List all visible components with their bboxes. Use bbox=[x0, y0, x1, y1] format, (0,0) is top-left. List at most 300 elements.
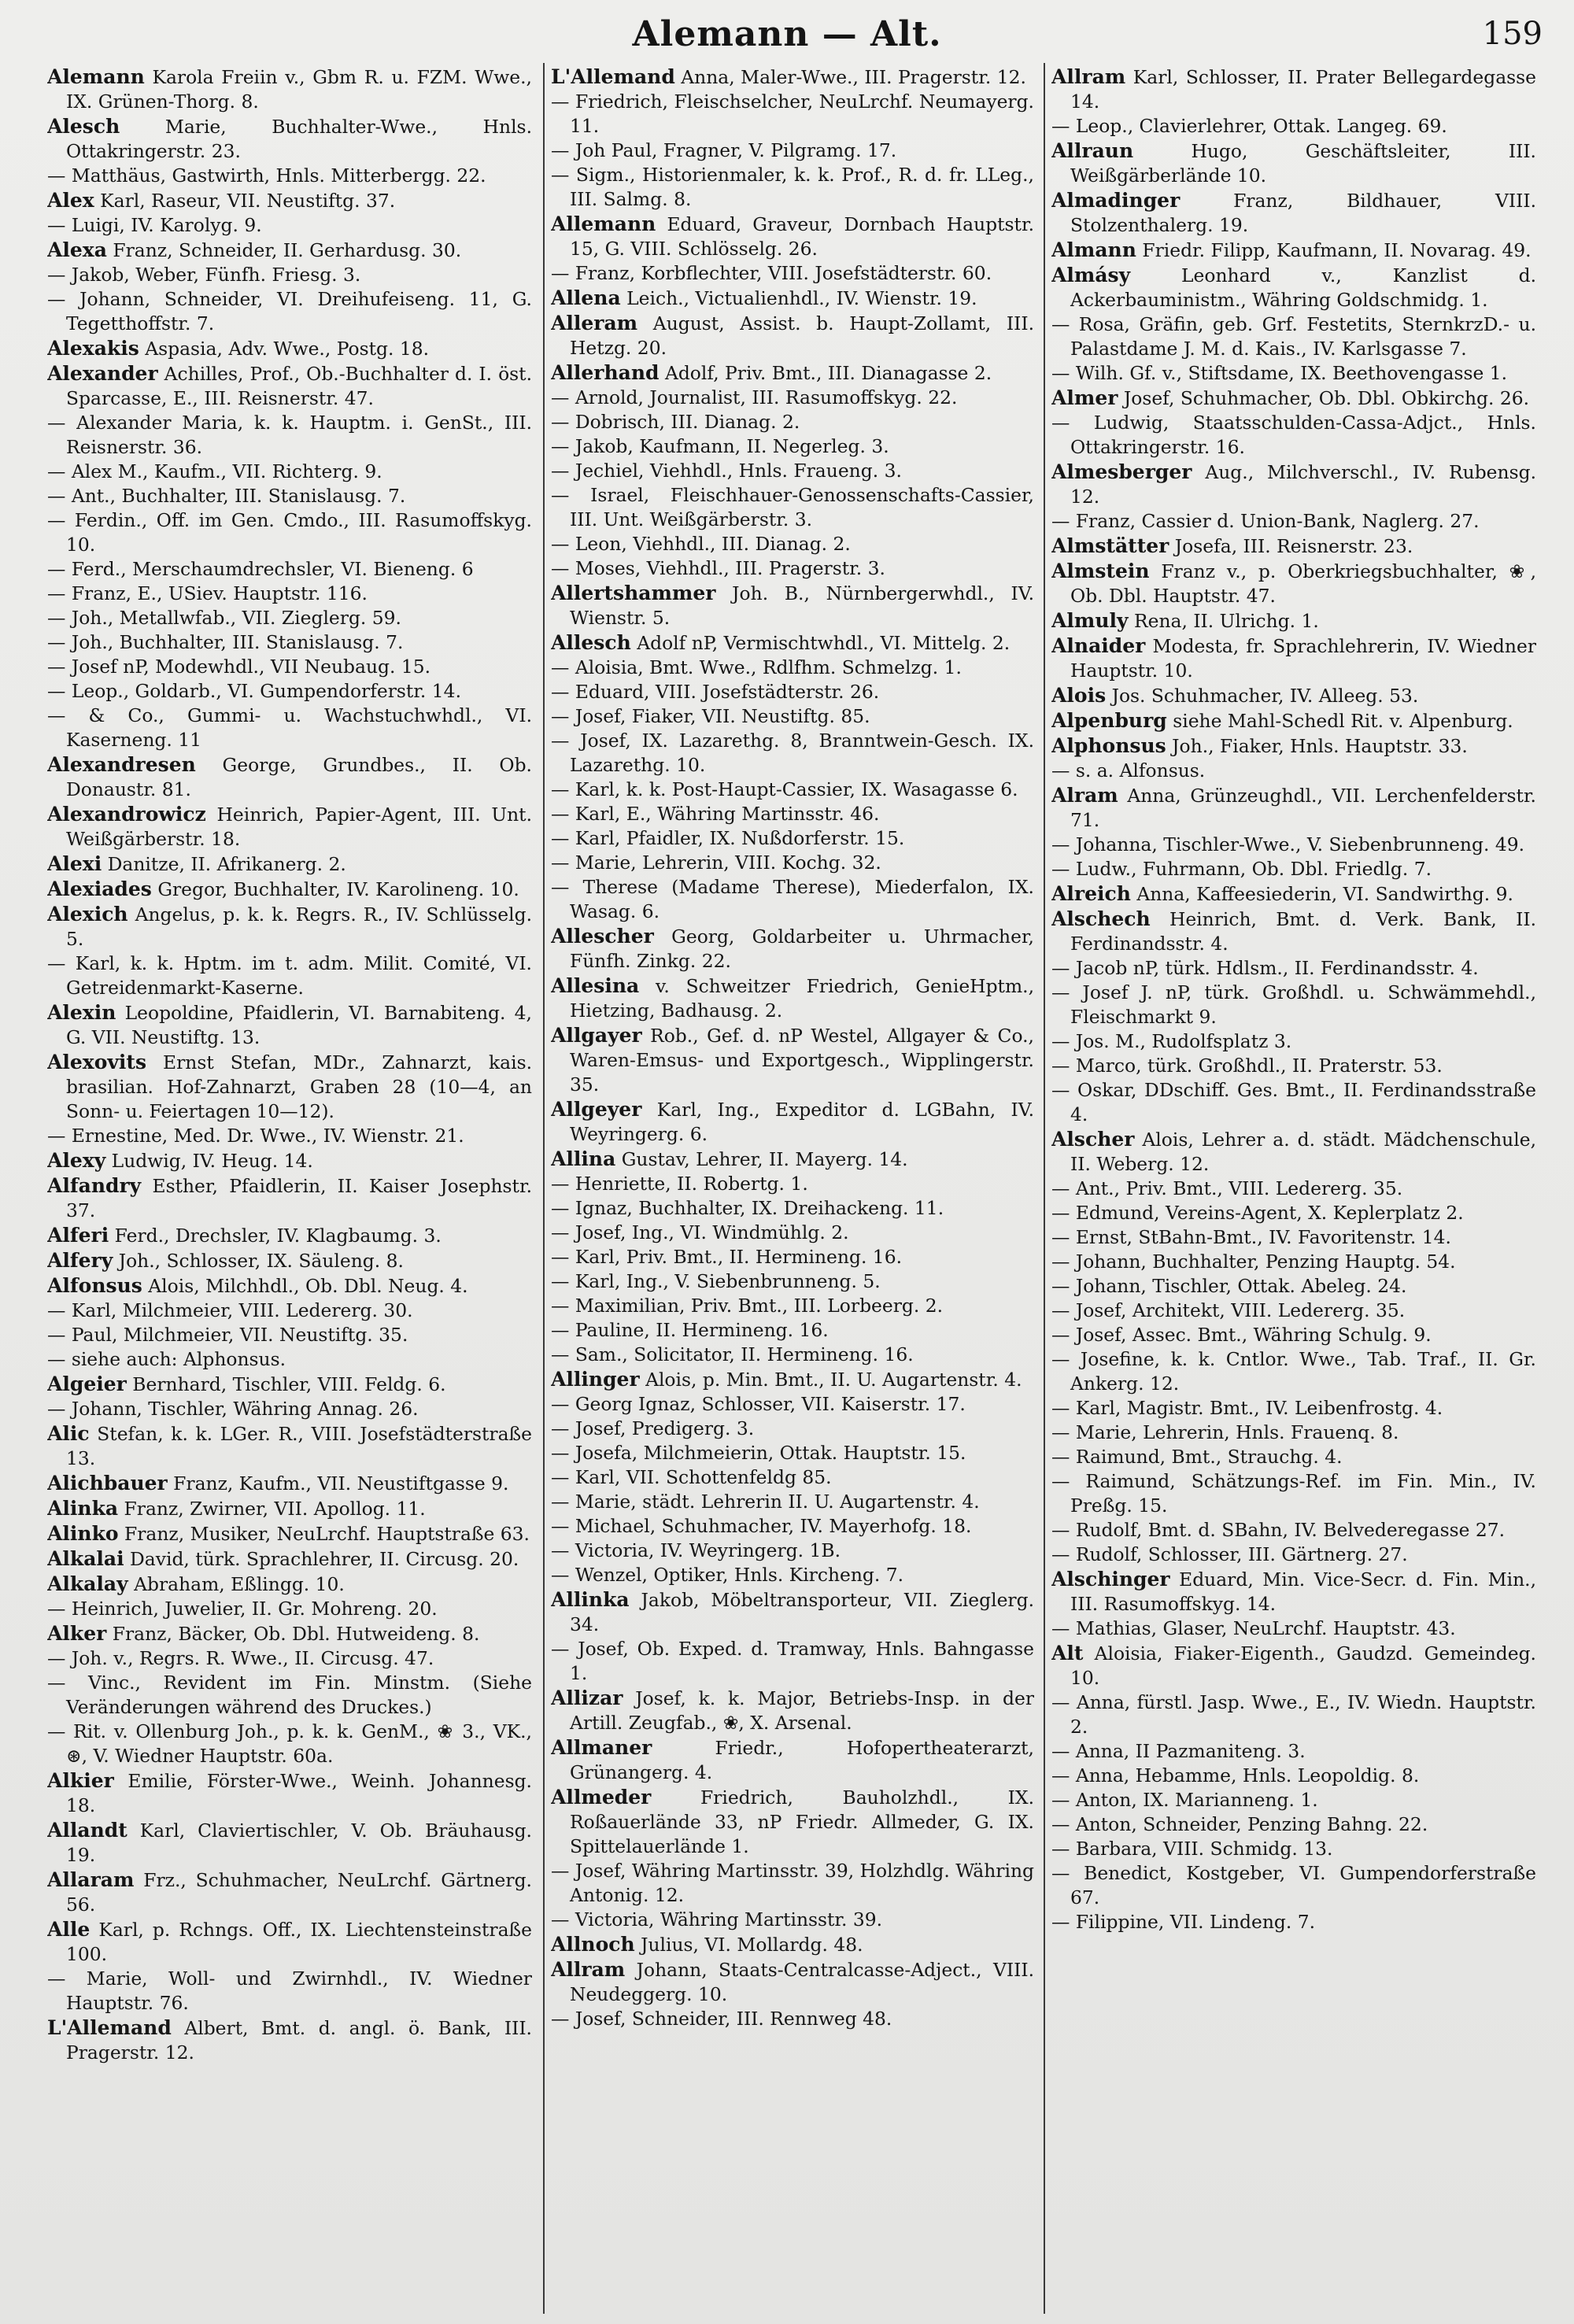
entry-details: — Karl, E., Währing Martinsstr. 46. bbox=[551, 803, 880, 825]
entry-surname: Alferi bbox=[47, 1224, 109, 1247]
entry-details: — Ernestine, Med. Dr. Wwe., IV. Wienstr. 21. bbox=[47, 1125, 464, 1147]
entry-surname: Alram bbox=[1051, 784, 1118, 807]
directory-entry bbox=[47, 582, 532, 606]
directory-entry bbox=[1051, 1616, 1536, 1641]
entry-surname: Alois bbox=[1051, 684, 1107, 707]
entry-details: Franz v., p. Oberkriegsbuchhalter, ❀, Ob. Dbl. Hauptstr. 47. bbox=[1070, 560, 1536, 607]
directory-entry bbox=[47, 1818, 532, 1868]
directory-entry bbox=[47, 460, 532, 484]
directory-entry bbox=[47, 1248, 532, 1273]
directory-entry bbox=[47, 263, 532, 287]
entry-details: — Wenzel, Optiker, Hnls. Kircheng. 7. bbox=[551, 1564, 904, 1586]
entry-details: Joh. B., Nürnbergerwhdl., IV. Wienstr. 5. bbox=[570, 582, 1034, 629]
entry-surname: Alexi bbox=[47, 852, 102, 875]
entry-details: Franz, Bildhauer, VIII. Stolzenthalerg. 19. bbox=[1070, 190, 1536, 236]
directory-entry bbox=[1051, 1177, 1536, 1201]
entry-details: — Jechiel, Viehhdl., Hnls. Fraueng. 3. bbox=[551, 460, 902, 482]
entry-details: — Marco, türk. Großhdl., II. Praterstr. 53. bbox=[1051, 1055, 1443, 1077]
directory-entry bbox=[1051, 1445, 1536, 1469]
directory-entry bbox=[1051, 188, 1536, 238]
directory-entry bbox=[551, 139, 1034, 163]
entry-details: — Josefa, Milchmeierin, Ottak. Hauptstr. 15. bbox=[551, 1442, 966, 1464]
entry-details: — Franz, Korbflechter, VIII. Josefstädterstr. 60. bbox=[551, 262, 992, 284]
entry-details: — Marie, Lehrerin, Hnls. Frauenq. 8. bbox=[1051, 1421, 1399, 1443]
entry-details: — Oskar, DDschiff. Ges. Bmt., II. Ferdinandsstraße 4. bbox=[1051, 1079, 1536, 1125]
directory-entry bbox=[1051, 857, 1536, 881]
directory-entry bbox=[47, 238, 532, 263]
directory-entry bbox=[551, 1785, 1034, 1859]
entry-surname: Allgayer bbox=[551, 1024, 642, 1047]
entry-details: — Josef nP, Modewhdl., VII Neubaug. 15. bbox=[47, 656, 431, 678]
entry-details: David, türk. Sprachlehrer, II. Circusg. 20. bbox=[130, 1548, 519, 1570]
directory-entry bbox=[47, 1868, 532, 1917]
entry-surname: L'Allemand bbox=[551, 65, 675, 88]
directory-entry bbox=[1051, 1225, 1536, 1250]
entry-details: — Jakob, Weber, Fünfh. Friesg. 3. bbox=[47, 264, 361, 286]
entry-details: — Michael, Schuhmacher, IV. Mayerhofg. 18. bbox=[551, 1515, 972, 1537]
entry-details: — Matthäus, Gastwirth, Hnls. Mitterbergg. 22. bbox=[47, 164, 486, 187]
entry-details: Heinrich, Papier-Agent, III. Unt. Weißgärberstr. 18. bbox=[66, 804, 532, 850]
directory-entry bbox=[551, 212, 1034, 261]
directory-entry bbox=[47, 1323, 532, 1347]
entry-details: Albert, Bmt. d. angl. ö. Bank, III. Pragerstr. 12. bbox=[66, 2017, 532, 2064]
directory-entry bbox=[47, 1496, 532, 1521]
directory-entry bbox=[551, 1859, 1034, 1908]
entry-details: Emilie, Förster-Wwe., Weinh. Johannesg. 18. bbox=[66, 1770, 532, 1816]
entry-details: Josef, k. k. Major, Betriebs-Insp. in der Artill. Zeugfab., ❀, X. Arsenal. bbox=[570, 1687, 1034, 1734]
column-2 bbox=[551, 65, 1034, 2315]
directory-entry bbox=[47, 1000, 532, 1050]
entry-details: Gregor, Buchhalter, IV. Karolineng. 10. bbox=[157, 878, 519, 900]
directory-entry bbox=[551, 65, 1034, 90]
entry-details: — Marie, Lehrerin, VIII. Kochg. 32. bbox=[551, 852, 881, 874]
entry-details: Adolf, Priv. Bmt., III. Dianagasse 2. bbox=[664, 362, 992, 384]
entry-surname: Allina bbox=[551, 1147, 616, 1170]
entry-details: v. Schweitzer Friedrich, GenieHptm., Hietzing, Badhausg. 2. bbox=[570, 975, 1034, 1022]
directory-entry bbox=[47, 336, 532, 361]
entry-details: Leich., Victualienhdl., IV. Wienstr. 19. bbox=[626, 287, 977, 309]
entry-details: Leonhard v., Kanzlist d. Ackerbauministm., Währing Goldschmidg. 1. bbox=[1070, 264, 1536, 311]
entry-surname: Allemann bbox=[551, 212, 656, 235]
directory-entry bbox=[551, 1637, 1034, 1686]
entry-details: Julius, VI. Mollardg. 48. bbox=[641, 1934, 863, 1956]
entry-details: — Anna, Hebamme, Hnls. Leopoldig. 8. bbox=[1051, 1764, 1420, 1786]
entry-details: Anna, Grünzeughdl., VII. Lerchenfelderstr. 71. bbox=[1070, 785, 1536, 831]
directory-entry bbox=[1051, 1299, 1536, 1323]
entry-details: Ludwig, IV. Heug. 14. bbox=[111, 1150, 313, 1172]
entry-surname: Allnoch bbox=[551, 1933, 635, 1956]
entry-details: — Jacob nP, türk. Hdlsm., II. Ferdinandsstr. 4. bbox=[1051, 957, 1479, 979]
entry-details: George, Grundbes., II. Ob. Donaustr. 81. bbox=[66, 754, 532, 800]
entry-details: — Rudolf, Bmt. d. SBahn, IV. Belvederegasse 27. bbox=[1051, 1519, 1506, 1541]
directory-entry bbox=[1051, 114, 1536, 139]
directory-entry bbox=[1051, 559, 1536, 608]
entry-details: Alois, Milchhdl., Ob. Dbl. Neug. 4. bbox=[148, 1275, 468, 1297]
entry-details: — Dobrisch, III. Dianag. 2. bbox=[551, 411, 800, 433]
entry-surname: Almstätter bbox=[1051, 534, 1169, 557]
entry-details: — Paul, Milchmeier, VII. Neustiftg. 35. bbox=[47, 1324, 408, 1346]
entry-details: Stefan, k. k. LGer. R., VIII. Josefstädterstraße 13. bbox=[66, 1423, 532, 1469]
directory-entry bbox=[551, 386, 1034, 410]
directory-entry bbox=[47, 411, 532, 460]
entry-details: — Ernst, StBahn-Bmt., IV. Favoritenstr. 14. bbox=[1051, 1226, 1451, 1248]
directory-entry bbox=[1051, 759, 1536, 783]
entry-surname: Alkalai bbox=[47, 1547, 124, 1570]
entry-details: — Moses, Viehhdl., III. Pragerstr. 3. bbox=[551, 557, 885, 579]
entry-details: Karl, Ing., Expeditor d. LGBahn, IV. Weyringerg. 6. bbox=[570, 1099, 1034, 1145]
directory-entry bbox=[1051, 460, 1536, 509]
directory-entry bbox=[1051, 1250, 1536, 1274]
directory-entry bbox=[551, 1367, 1034, 1392]
entry-surname: Allena bbox=[551, 286, 621, 309]
directory-entry bbox=[47, 1671, 532, 1720]
directory-entry bbox=[1051, 683, 1536, 708]
directory-entry bbox=[1051, 1837, 1536, 1861]
directory-entry bbox=[1051, 1078, 1536, 1127]
directory-entry bbox=[47, 655, 532, 679]
directory-entry bbox=[1051, 1347, 1536, 1396]
entry-details: — Arnold, Journalist, III. Rasumoffskyg. 22. bbox=[551, 386, 958, 408]
directory-entry bbox=[1051, 1127, 1536, 1177]
entry-surname: Allinka bbox=[551, 1588, 630, 1611]
entry-details: — Anna, fürstl. Jasp. Wwe., E., IV. Wiedn. Hauptstr. 2. bbox=[1051, 1691, 1536, 1738]
entry-surname: Alexandrowicz bbox=[47, 803, 206, 826]
entry-surname: Almesberger bbox=[1051, 460, 1192, 483]
entry-details: — Ferdin., Off. im Gen. Cmdo., III. Rasumoffskyg. 10. bbox=[47, 509, 532, 556]
entry-details: — Therese (Madame Therese), Miederfalon, IX. Wasag. 6. bbox=[551, 876, 1034, 922]
entry-details: Franz, Schneider, II. Gerhardusg. 30. bbox=[113, 239, 462, 261]
entry-details: — Vinc., Revident im Fin. Minstm. (Siehe Veränderungen während des Druckes.) bbox=[47, 1672, 532, 1718]
entry-details: — Karl, Milchmeier, VIII. Ledererg. 30. bbox=[47, 1299, 413, 1321]
directory-entry bbox=[551, 1490, 1034, 1514]
directory-entry bbox=[47, 1397, 532, 1421]
entry-details: Franz, Zwirner, VII. Apollog. 11. bbox=[124, 1498, 426, 1520]
entry-details: Karl, p. Rchngs. Off., IX. Liechtensteinstraße 100. bbox=[66, 1919, 532, 1965]
entry-surname: Alexa bbox=[47, 238, 107, 261]
entry-details: — Josef J. nP, türk. Großhdl. u. Schwämmehdl., Fleischmarkt 9. bbox=[1051, 981, 1536, 1028]
entry-surname: Alschech bbox=[1051, 907, 1151, 930]
directory-entry bbox=[551, 360, 1034, 386]
entry-surname: L'Allemand bbox=[47, 2016, 172, 2039]
directory-entry bbox=[1051, 1421, 1536, 1445]
entry-details: — Ludwig, Staatsschulden-Cassa-Adjct., Hnls. Ottakringerstr. 16. bbox=[1051, 412, 1536, 458]
entry-details: — Jakob, Kaufmann, II. Negerleg. 3. bbox=[551, 435, 889, 457]
entry-surname: Alscher bbox=[1051, 1128, 1135, 1151]
entry-surname: Alexich bbox=[47, 903, 128, 926]
entry-details: — Josef, Fiaker, VII. Neustiftg. 85. bbox=[551, 705, 870, 727]
entry-details: Achilles, Prof., Ob.-Buchhalter d. I. öst. Sparcasse, E., III. Reisnerstr. 47. bbox=[66, 363, 532, 409]
entry-details: — Henriette, II. Robertg. 1. bbox=[551, 1173, 808, 1195]
entry-details: Marie, Buchhalter-Wwe., Hnls. Ottakringerstr. 23. bbox=[66, 116, 532, 162]
directory-entry bbox=[1051, 1910, 1536, 1934]
directory-entry bbox=[551, 1441, 1034, 1465]
entry-surname: Alschinger bbox=[1051, 1568, 1170, 1591]
entry-details: Rena, II. Ulrichg. 1. bbox=[1133, 610, 1319, 632]
entry-details: Karl, Claviertischler, V. Ob. Bräuhausg. 19. bbox=[66, 1820, 532, 1866]
entry-details: Karola Freiin v., Gbm R. u. FZM. Wwe., IX. Grünen-Thorg. 8. bbox=[66, 66, 532, 113]
entry-details: — Alexander Maria, k. k. Hauptm. i. GenSt., III. Reisnerstr. 36. bbox=[47, 412, 532, 458]
entry-details: — Anna, II Pazmaniteng. 3. bbox=[1051, 1740, 1306, 1762]
entry-details: — Johann, Schneider, VI. Dreihufeiseng. 11, G. Tegetthoffstr. 7. bbox=[47, 288, 532, 334]
directory-entry bbox=[1051, 1739, 1536, 1764]
entry-details: Eduard, Min. Vice-Secr. d. Fin. Min., III. Rasumoffskyg. 14. bbox=[1070, 1568, 1536, 1615]
directory-entry bbox=[551, 1392, 1034, 1417]
directory-entry bbox=[551, 826, 1034, 851]
directory-entry bbox=[551, 1514, 1034, 1539]
directory-entry bbox=[1051, 608, 1536, 634]
directory-entry bbox=[47, 557, 532, 582]
entry-details: — Leop., Clavierlehrer, Ottak. Langeg. 69. bbox=[1051, 115, 1447, 137]
directory-entry bbox=[47, 1521, 532, 1546]
entry-details: — Joh. v., Regrs. R. Wwe., II. Circusg. 47. bbox=[47, 1647, 434, 1669]
directory-entry bbox=[1051, 881, 1536, 907]
entry-details: — Anton, Schneider, Penzing Bahng. 22. bbox=[1051, 1813, 1428, 1835]
entry-details: Eduard, Graveur, Dornbach Hauptstr. 15, G. VIII. Schlösselg. 26. bbox=[570, 213, 1034, 260]
entry-surname: Almer bbox=[1051, 386, 1118, 409]
directory-entry bbox=[551, 1318, 1034, 1343]
entry-details: — Josefine, k. k. Cntlor. Wwe., Tab. Traf., II. Gr. Ankerg. 12. bbox=[1051, 1348, 1536, 1395]
column-divider bbox=[543, 63, 545, 2314]
directory-entry bbox=[1051, 833, 1536, 857]
entry-details: — Marie, Woll- und Zwirnhdl., IV. Wiedner Hauptstr. 76. bbox=[47, 1967, 532, 2014]
entry-details: — Joh., Metallwfab., VII. Zieglerg. 59. bbox=[47, 607, 401, 629]
entry-details: — Victoria, IV. Weyringerg. 1B. bbox=[551, 1539, 841, 1561]
entry-details: — Josef, Assec. Bmt., Währing Schulg. 9. bbox=[1051, 1324, 1432, 1346]
directory-entry bbox=[47, 1597, 532, 1621]
entry-surname: Allraun bbox=[1051, 139, 1134, 162]
entry-surname: Almásy bbox=[1051, 264, 1131, 286]
column-divider bbox=[1044, 63, 1045, 2314]
entry-details: — Josef, Ob. Exped. d. Tramway, Hnls. Bahngasse 1. bbox=[551, 1638, 1034, 1684]
directory-entry bbox=[47, 1471, 532, 1496]
entry-surname: Allizar bbox=[551, 1687, 623, 1709]
entry-details: Josef, Schuhmacher, Ob. Dbl. Obkirchg. 26. bbox=[1123, 387, 1530, 409]
entry-details: siehe Mahl-Schedl Rit. v. Alpenburg. bbox=[1173, 710, 1513, 732]
entry-surname: Allinger bbox=[551, 1368, 640, 1391]
entry-surname: Alleram bbox=[551, 312, 638, 334]
directory-entry bbox=[551, 1539, 1034, 1563]
directory-entry bbox=[551, 924, 1034, 974]
entry-surname: Allram bbox=[551, 1958, 626, 1981]
directory-entry bbox=[551, 1172, 1034, 1196]
directory-entry bbox=[1051, 783, 1536, 833]
entry-details: Friedrich, Bauholzhdl., IX. Roßauerlände 33, nP Friedr. Allmeder, G. IX. Spittelauerlände 1. bbox=[570, 1786, 1034, 1857]
directory-entry bbox=[551, 1587, 1034, 1637]
directory-entry bbox=[1051, 65, 1536, 114]
directory-entry bbox=[1051, 312, 1536, 361]
entry-details: Heinrich, Bmt. d. Verk. Bank, II. Ferdinandsstr. 4. bbox=[1070, 908, 1536, 955]
entry-surname: Alfonsus bbox=[47, 1274, 142, 1297]
entry-details: — Raimund, Bmt., Strauchg. 4. bbox=[1051, 1446, 1343, 1468]
entry-surname: Allesina bbox=[551, 974, 640, 997]
entry-details: — Karl, k. k. Post-Haupt-Cassier, IX. Wasagasse 6. bbox=[551, 778, 1018, 800]
entry-details: — Karl, Pfaidler, IX. Nußdorferstr. 15. bbox=[551, 827, 905, 849]
entry-details: — Friedrich, Fleischselcher, NeuLrchf. Neumayerg. 11. bbox=[551, 91, 1034, 137]
entry-details: — Wilh. Gf. v., Stiftsdame, IX. Beethovengasse 1. bbox=[1051, 362, 1508, 384]
directory-entry bbox=[551, 680, 1034, 704]
entry-surname: Alfandry bbox=[47, 1174, 142, 1197]
entry-details: Josefa, III. Reisnerstr. 23. bbox=[1174, 535, 1413, 557]
entry-details: Alois, Lehrer a. d. städt. Mädchenschule, II. Weberg. 12. bbox=[1070, 1129, 1536, 1175]
entry-details: — Barbara, VIII. Schmidg. 13. bbox=[1051, 1838, 1333, 1860]
directory-entry bbox=[47, 1572, 532, 1597]
entry-details: — Pauline, II. Hermineng. 16. bbox=[551, 1319, 829, 1341]
directory-entry bbox=[1051, 534, 1536, 559]
directory-entry bbox=[47, 1124, 532, 1148]
directory-entry bbox=[1051, 1567, 1536, 1616]
directory-entry bbox=[551, 1735, 1034, 1785]
directory-entry bbox=[1051, 238, 1536, 263]
page-number: 159 bbox=[1482, 16, 1543, 52]
directory-entry bbox=[1051, 411, 1536, 460]
entry-details: Franz, Musiker, NeuLrchf. Hauptstraße 63. bbox=[124, 1523, 530, 1545]
entry-details: Franz, Bäcker, Ob. Dbl. Hutweideng. 8. bbox=[112, 1623, 480, 1645]
directory-entry bbox=[551, 1563, 1034, 1587]
entry-surname: Alexiades bbox=[47, 878, 152, 900]
entry-details: — Israel, Fleischhauer-Genossenschafts-Cassier, III. Unt. Weißgärberstr. 3. bbox=[551, 484, 1034, 530]
entry-details: — Aloisia, Bmt. Wwe., Rdlfhm. Schmelzg. 1. bbox=[551, 656, 962, 678]
entry-details: — Filippine, VII. Lindeng. 7. bbox=[1051, 1911, 1316, 1933]
directory-entry bbox=[551, 532, 1034, 556]
directory-entry bbox=[1051, 1396, 1536, 1421]
entry-details: — Victoria, Währing Martinsstr. 39. bbox=[551, 1908, 883, 1931]
directory-entry bbox=[1051, 733, 1536, 759]
entry-surname: Allesch bbox=[551, 631, 631, 654]
entry-surname: Alker bbox=[47, 1622, 107, 1645]
entry-details: — Edmund, Vereins-Agent, X. Keplerplatz 2. bbox=[1051, 1202, 1464, 1224]
entry-surname: Alkier bbox=[47, 1769, 114, 1792]
directory-entry bbox=[1051, 1861, 1536, 1910]
directory-entry bbox=[1051, 1323, 1536, 1347]
entry-details: — Maximilian, Priv. Bmt., III. Lorbeerg. 2. bbox=[551, 1295, 944, 1317]
directory-entry bbox=[1051, 386, 1536, 411]
directory-entry bbox=[551, 1147, 1034, 1172]
entry-details: — Johanna, Tischler-Wwe., V. Siebenbrunneng. 49. bbox=[1051, 833, 1525, 855]
directory-entry bbox=[551, 1417, 1034, 1441]
entry-details: — Ludw., Fuhrmann, Ob. Dbl. Friedlg. 7. bbox=[1051, 858, 1432, 880]
directory-entry bbox=[47, 1148, 532, 1173]
entry-details: Aloisia, Fiaker-Eigenth., Gaudzd. Gemeindeg. 10. bbox=[1070, 1642, 1536, 1689]
entry-details: Angelus, p. k. k. Regrs. R., IV. Schlüsselg. 5. bbox=[66, 903, 532, 950]
entry-details: — siehe auch: Alphonsus. bbox=[47, 1348, 286, 1370]
entry-details: Karl, Schlosser, II. Prater Bellegardegasse 14. bbox=[1070, 66, 1536, 113]
entry-surname: Allertshammer bbox=[551, 582, 716, 604]
entry-details: Georg, Goldarbeiter u. Uhrmacher, Fünfh. Zinkg. 22. bbox=[570, 926, 1034, 972]
entry-surname: Algeier bbox=[47, 1373, 127, 1395]
entry-details: Danitze, II. Afrikanerg. 2. bbox=[107, 853, 346, 875]
entry-details: — Ignaz, Buchhalter, IX. Dreihackeng. 11. bbox=[551, 1197, 944, 1219]
directory-entry bbox=[1051, 509, 1536, 534]
directory-entry bbox=[47, 852, 532, 877]
directory-entry bbox=[47, 188, 532, 213]
entry-details: — Josef, Währing Martinsstr. 39, Holzhdlg. Währing Antonig. 12. bbox=[551, 1860, 1034, 1906]
directory-entry bbox=[551, 1269, 1034, 1294]
directory-entry bbox=[47, 1347, 532, 1372]
entry-details: — Leon, Viehhdl., III. Dianag. 2. bbox=[551, 533, 851, 555]
directory-entry bbox=[47, 508, 532, 557]
directory-entry bbox=[47, 1050, 532, 1124]
entry-details: Aspasia, Adv. Wwe., Postg. 18. bbox=[145, 338, 430, 360]
entry-surname: Almuly bbox=[1051, 609, 1129, 632]
entry-surname: Alle bbox=[47, 1918, 91, 1941]
entry-surname: Alkalay bbox=[47, 1572, 128, 1595]
directory-entry bbox=[1051, 139, 1536, 188]
entry-surname: Alexin bbox=[47, 1001, 116, 1024]
entry-details: — Anton, IX. Marianneng. 1. bbox=[1051, 1789, 1318, 1811]
entry-details: Jakob, Möbeltransporteur, VII. Zieglerg. 34. bbox=[570, 1589, 1034, 1635]
directory-entry bbox=[47, 704, 532, 752]
directory-entry bbox=[551, 434, 1034, 459]
column-1 bbox=[47, 65, 532, 2315]
directory-entry bbox=[1051, 907, 1536, 956]
directory-entry bbox=[47, 2015, 532, 2065]
directory-entry bbox=[47, 1421, 532, 1471]
entry-details: — Karl, Priv. Bmt., II. Hermineng. 16. bbox=[551, 1246, 903, 1268]
entry-details: — Ant., Buchhalter, III. Stanislausg. 7. bbox=[47, 485, 406, 507]
directory-entry bbox=[47, 1768, 532, 1818]
entry-details: — Raimund, Schätzungs-Ref. im Fin. Min., IV. Preßg. 15. bbox=[1051, 1470, 1536, 1517]
entry-details: — Marie, städt. Lehrerin II. U. Augartenstr. 4. bbox=[551, 1491, 980, 1513]
directory-entry bbox=[551, 1686, 1034, 1735]
directory-entry bbox=[551, 90, 1034, 139]
entry-surname: Allerhand bbox=[551, 361, 660, 384]
entry-surname: Alichbauer bbox=[47, 1472, 168, 1495]
entry-details: — Georg Ignaz, Schlosser, VII. Kaiserstr. 17. bbox=[551, 1393, 966, 1415]
directory-entry bbox=[551, 851, 1034, 875]
directory-entry bbox=[47, 65, 532, 114]
directory-entry bbox=[551, 459, 1034, 483]
entry-details: Leopoldine, Pfaidlerin, VI. Barnabiteng. 4, G. VII. Neustiftg. 13. bbox=[66, 1002, 532, 1048]
entry-details: Aug., Milchverschl., IV. Rubensg. 12. bbox=[1070, 461, 1536, 508]
directory-entry bbox=[1051, 361, 1536, 386]
entry-surname: Allmaner bbox=[551, 1736, 652, 1759]
entry-details: — Josef, Schneider, III. Rennweg 48. bbox=[551, 2008, 892, 2030]
entry-details: — Sam., Solicitator, II. Hermineng. 16. bbox=[551, 1343, 914, 1365]
directory-entry bbox=[551, 729, 1034, 778]
entry-details: — Johann, Tischler, Währing Annag. 26. bbox=[47, 1398, 419, 1420]
directory-entry bbox=[1051, 981, 1536, 1029]
directory-entry bbox=[1051, 1054, 1536, 1078]
directory-entry bbox=[551, 410, 1034, 434]
directory-entry bbox=[551, 1932, 1034, 1957]
entry-surname: Alesch bbox=[47, 115, 120, 138]
directory-entry bbox=[1051, 1469, 1536, 1518]
entry-surname: Alic bbox=[47, 1422, 90, 1445]
entry-surname: Alinka bbox=[47, 1497, 119, 1520]
entry-details: Joh., Fiaker, Hnls. Hauptstr. 33. bbox=[1172, 735, 1468, 757]
directory-entry bbox=[1051, 1641, 1536, 1690]
entry-surname: Alexy bbox=[47, 1149, 106, 1172]
directory-entry bbox=[47, 1223, 532, 1248]
entry-details: Ferd., Drechsler, IV. Klagbaumg. 3. bbox=[114, 1225, 442, 1247]
directory-entry bbox=[47, 1646, 532, 1671]
entry-details: — s. a. Alfonsus. bbox=[1051, 759, 1206, 781]
directory-entry bbox=[551, 802, 1034, 826]
directory-entry bbox=[47, 679, 532, 704]
entry-surname: Allaram bbox=[47, 1868, 135, 1891]
directory-entry bbox=[551, 1023, 1034, 1097]
entry-surname: Alex bbox=[47, 189, 94, 212]
directory-entry bbox=[47, 164, 532, 188]
directory-entry bbox=[47, 1372, 532, 1397]
entry-details: — Josef, Architekt, VIII. Ledererg. 35. bbox=[1051, 1299, 1406, 1321]
entry-details: — Leop., Goldarb., VI. Gumpendorferstr. 14. bbox=[47, 680, 462, 702]
directory-entry bbox=[551, 875, 1034, 924]
directory-entry bbox=[551, 778, 1034, 802]
directory-entry bbox=[47, 1917, 532, 1967]
entry-surname: Allandt bbox=[47, 1819, 127, 1842]
entry-surname: Allescher bbox=[551, 925, 654, 948]
